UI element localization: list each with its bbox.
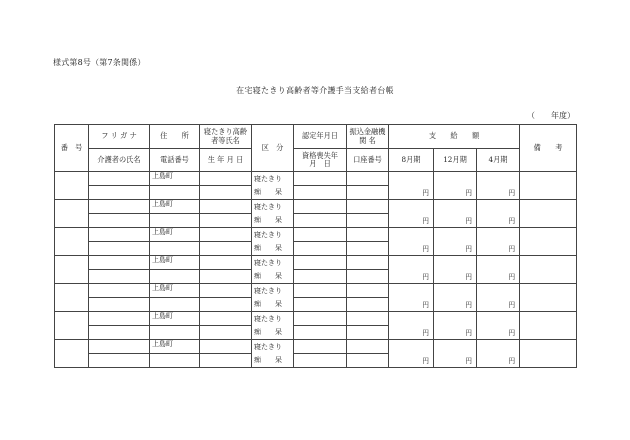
header-period-dec: 12月期 [434,149,477,172]
cell-number[interactable] [55,256,89,284]
cell-bank-name[interactable] [347,340,389,354]
cell-caregiver-name[interactable] [89,242,150,256]
cell-remarks[interactable] [520,228,577,256]
header-period-apr: 4月期 [477,149,520,172]
cell-disqualification-date[interactable] [294,214,347,228]
cell-remarks[interactable] [520,312,577,340]
cell-caregiver-name[interactable] [89,270,150,284]
cell-furigana[interactable] [89,200,150,214]
cell-phone[interactable] [150,214,200,228]
cell-birthdate[interactable] [200,354,252,368]
cell-disqualification-date[interactable] [294,326,347,340]
cell-caregiver-name[interactable] [89,214,150,228]
table-row [55,340,577,354]
cell-yen-dec[interactable]: 円 [434,256,477,284]
cell-yen-aug[interactable]: 円 [389,200,434,228]
table-row [55,172,577,186]
cell-yen-aug[interactable]: 円 [389,172,434,200]
header-bank-name: 振込金融機 関 名 [347,125,389,149]
cell-yen-aug[interactable]: 円 [389,256,434,284]
cell-account-number[interactable] [347,298,389,312]
cell-yen-apr[interactable]: 円 [477,228,520,256]
cell-elder-name[interactable] [200,256,252,270]
header-caregiver-name: 介護者の氏名 [89,149,150,172]
cell-address-town[interactable]: 上島町 [150,200,200,214]
cell-yen-aug[interactable]: 円 [389,312,434,340]
cell-phone[interactable] [150,186,200,200]
cell-category-dementia[interactable]: 痴 呆 [252,186,294,200]
table-row [55,284,577,298]
cell-yen-dec[interactable]: 円 [434,312,477,340]
header-account-number: 口座番号 [347,149,389,172]
header-furigana: フ リ ガ ナ [89,125,150,149]
cell-yen-apr[interactable]: 円 [477,284,520,312]
cell-bank-name[interactable] [347,312,389,326]
cell-account-number[interactable] [347,242,389,256]
cell-remarks[interactable] [520,256,577,284]
cell-bank-name[interactable] [347,200,389,214]
cell-disqualification-date[interactable] [294,270,347,284]
cell-account-number[interactable] [347,354,389,368]
cell-remarks[interactable] [520,200,577,228]
cell-disqualification-date[interactable] [294,242,347,256]
cell-number[interactable] [55,284,89,312]
cell-category-bedridden[interactable]: 寝たきり [252,228,294,242]
cell-yen-aug[interactable]: 円 [389,284,434,312]
cell-remarks[interactable] [520,172,577,200]
cell-caregiver-name[interactable] [89,326,150,340]
header-certification-date: 認定年月日 [294,125,347,149]
header-period-aug: 8月期 [389,149,434,172]
cell-birthdate[interactable] [200,186,252,200]
cell-address-town[interactable]: 上島町 [150,312,200,326]
cell-elder-name[interactable] [200,284,252,298]
cell-yen-apr[interactable]: 円 [477,200,520,228]
cell-certification-date[interactable] [294,228,347,242]
cell-category-bedridden[interactable]: 寝たきり [252,312,294,326]
cell-category-dementia[interactable]: 痴 呆 [252,298,294,312]
cell-birthdate[interactable] [200,214,252,228]
header-phone: 電話番号 [150,149,200,172]
cell-number[interactable] [55,228,89,256]
cell-category-bedridden[interactable]: 寝たきり [252,340,294,354]
cell-elder-name[interactable] [200,312,252,326]
cell-furigana[interactable] [89,256,150,270]
header-category: 区 分 [252,125,294,172]
cell-account-number[interactable] [347,214,389,228]
header-address: 住 所 [150,125,200,149]
cell-address-town[interactable]: 上島町 [150,256,200,270]
cell-yen-aug[interactable]: 円 [389,340,434,368]
cell-address-town[interactable]: 上島町 [150,228,200,242]
cell-elder-name[interactable] [200,200,252,214]
cell-certification-date[interactable] [294,200,347,214]
cell-remarks[interactable] [520,284,577,312]
cell-phone[interactable] [150,354,200,368]
cell-account-number[interactable] [347,270,389,284]
cell-furigana[interactable] [89,284,150,298]
cell-category-dementia[interactable]: 痴 呆 [252,242,294,256]
cell-phone[interactable] [150,242,200,256]
cell-birthdate[interactable] [200,326,252,340]
cell-number[interactable] [55,312,89,340]
cell-category-bedridden[interactable]: 寝たきり [252,200,294,214]
cell-account-number[interactable] [347,326,389,340]
cell-furigana[interactable] [89,172,150,186]
header-remarks: 備 考 [520,125,577,172]
fiscal-year-label: （ 年度） [527,111,575,120]
cell-category-dementia[interactable]: 痴 呆 [252,270,294,284]
header-number: 番 号 [55,125,89,172]
cell-birthdate[interactable] [200,242,252,256]
cell-bank-name[interactable] [347,256,389,270]
cell-category-bedridden[interactable]: 寝たきり [252,284,294,298]
cell-furigana[interactable] [89,312,150,326]
cell-yen-apr[interactable]: 円 [477,312,520,340]
cell-yen-dec[interactable]: 円 [434,284,477,312]
cell-category-dementia[interactable]: 痴 呆 [252,214,294,228]
cell-elder-name[interactable] [200,228,252,242]
cell-certification-date[interactable] [294,284,347,298]
cell-furigana[interactable] [89,340,150,354]
cell-phone[interactable] [150,298,200,312]
cell-yen-dec[interactable]: 円 [434,340,477,368]
table-row [55,312,577,326]
cell-address-town[interactable]: 上島町 [150,172,200,186]
header-payment-amount: 支 給 額 [389,125,520,149]
cell-address-town[interactable]: 上島町 [150,340,200,354]
cell-number[interactable] [55,200,89,228]
table-row [55,228,577,242]
header-disqualification-date: 資格喪失年 月 日 [294,149,347,172]
header-birthdate: 生 年 月 日 [200,149,252,172]
form-number: 様式第8号（第7条関係） [53,58,146,67]
cell-caregiver-name[interactable] [89,298,150,312]
cell-category-bedridden[interactable]: 寝たきり [252,256,294,270]
ledger-table [54,124,577,368]
cell-birthdate[interactable] [200,270,252,284]
cell-disqualification-date[interactable] [294,186,347,200]
table-row [55,200,577,214]
cell-account-number[interactable] [347,186,389,200]
cell-disqualification-date[interactable] [294,354,347,368]
cell-bank-name[interactable] [347,228,389,242]
cell-elder-name[interactable] [200,340,252,354]
table-row [55,256,577,270]
cell-yen-apr[interactable]: 円 [477,172,520,200]
cell-bank-name[interactable] [347,284,389,298]
cell-certification-date[interactable] [294,256,347,270]
cell-yen-dec[interactable]: 円 [434,228,477,256]
cell-certification-date[interactable] [294,312,347,326]
cell-address-town[interactable]: 上島町 [150,284,200,298]
header-elder-name: 寝たきり高齢者等氏名 [200,125,252,149]
cell-yen-dec[interactable]: 円 [434,200,477,228]
cell-yen-apr[interactable]: 円 [477,256,520,284]
cell-caregiver-name[interactable] [89,186,150,200]
cell-disqualification-date[interactable] [294,298,347,312]
cell-number[interactable] [55,172,89,200]
cell-phone[interactable] [150,326,200,340]
cell-certification-date[interactable] [294,340,347,354]
cell-category-dementia[interactable]: 痴 呆 [252,354,294,368]
cell-birthdate[interactable] [200,298,252,312]
cell-category-bedridden[interactable]: 寝たきり [252,172,294,186]
cell-category-dementia[interactable]: 痴 呆 [252,326,294,340]
cell-furigana[interactable] [89,228,150,242]
cell-remarks[interactable] [520,340,577,368]
cell-number[interactable] [55,340,89,368]
cell-yen-dec[interactable]: 円 [434,172,477,200]
cell-caregiver-name[interactable] [89,354,150,368]
cell-yen-apr[interactable]: 円 [477,340,520,368]
cell-bank-name[interactable] [347,172,389,186]
page-title: 在宅寝たきり高齢者等介護手当支給者台帳 [236,86,394,95]
cell-phone[interactable] [150,270,200,284]
cell-elder-name[interactable] [200,172,252,186]
cell-yen-aug[interactable]: 円 [389,228,434,256]
cell-certification-date[interactable] [294,172,347,186]
